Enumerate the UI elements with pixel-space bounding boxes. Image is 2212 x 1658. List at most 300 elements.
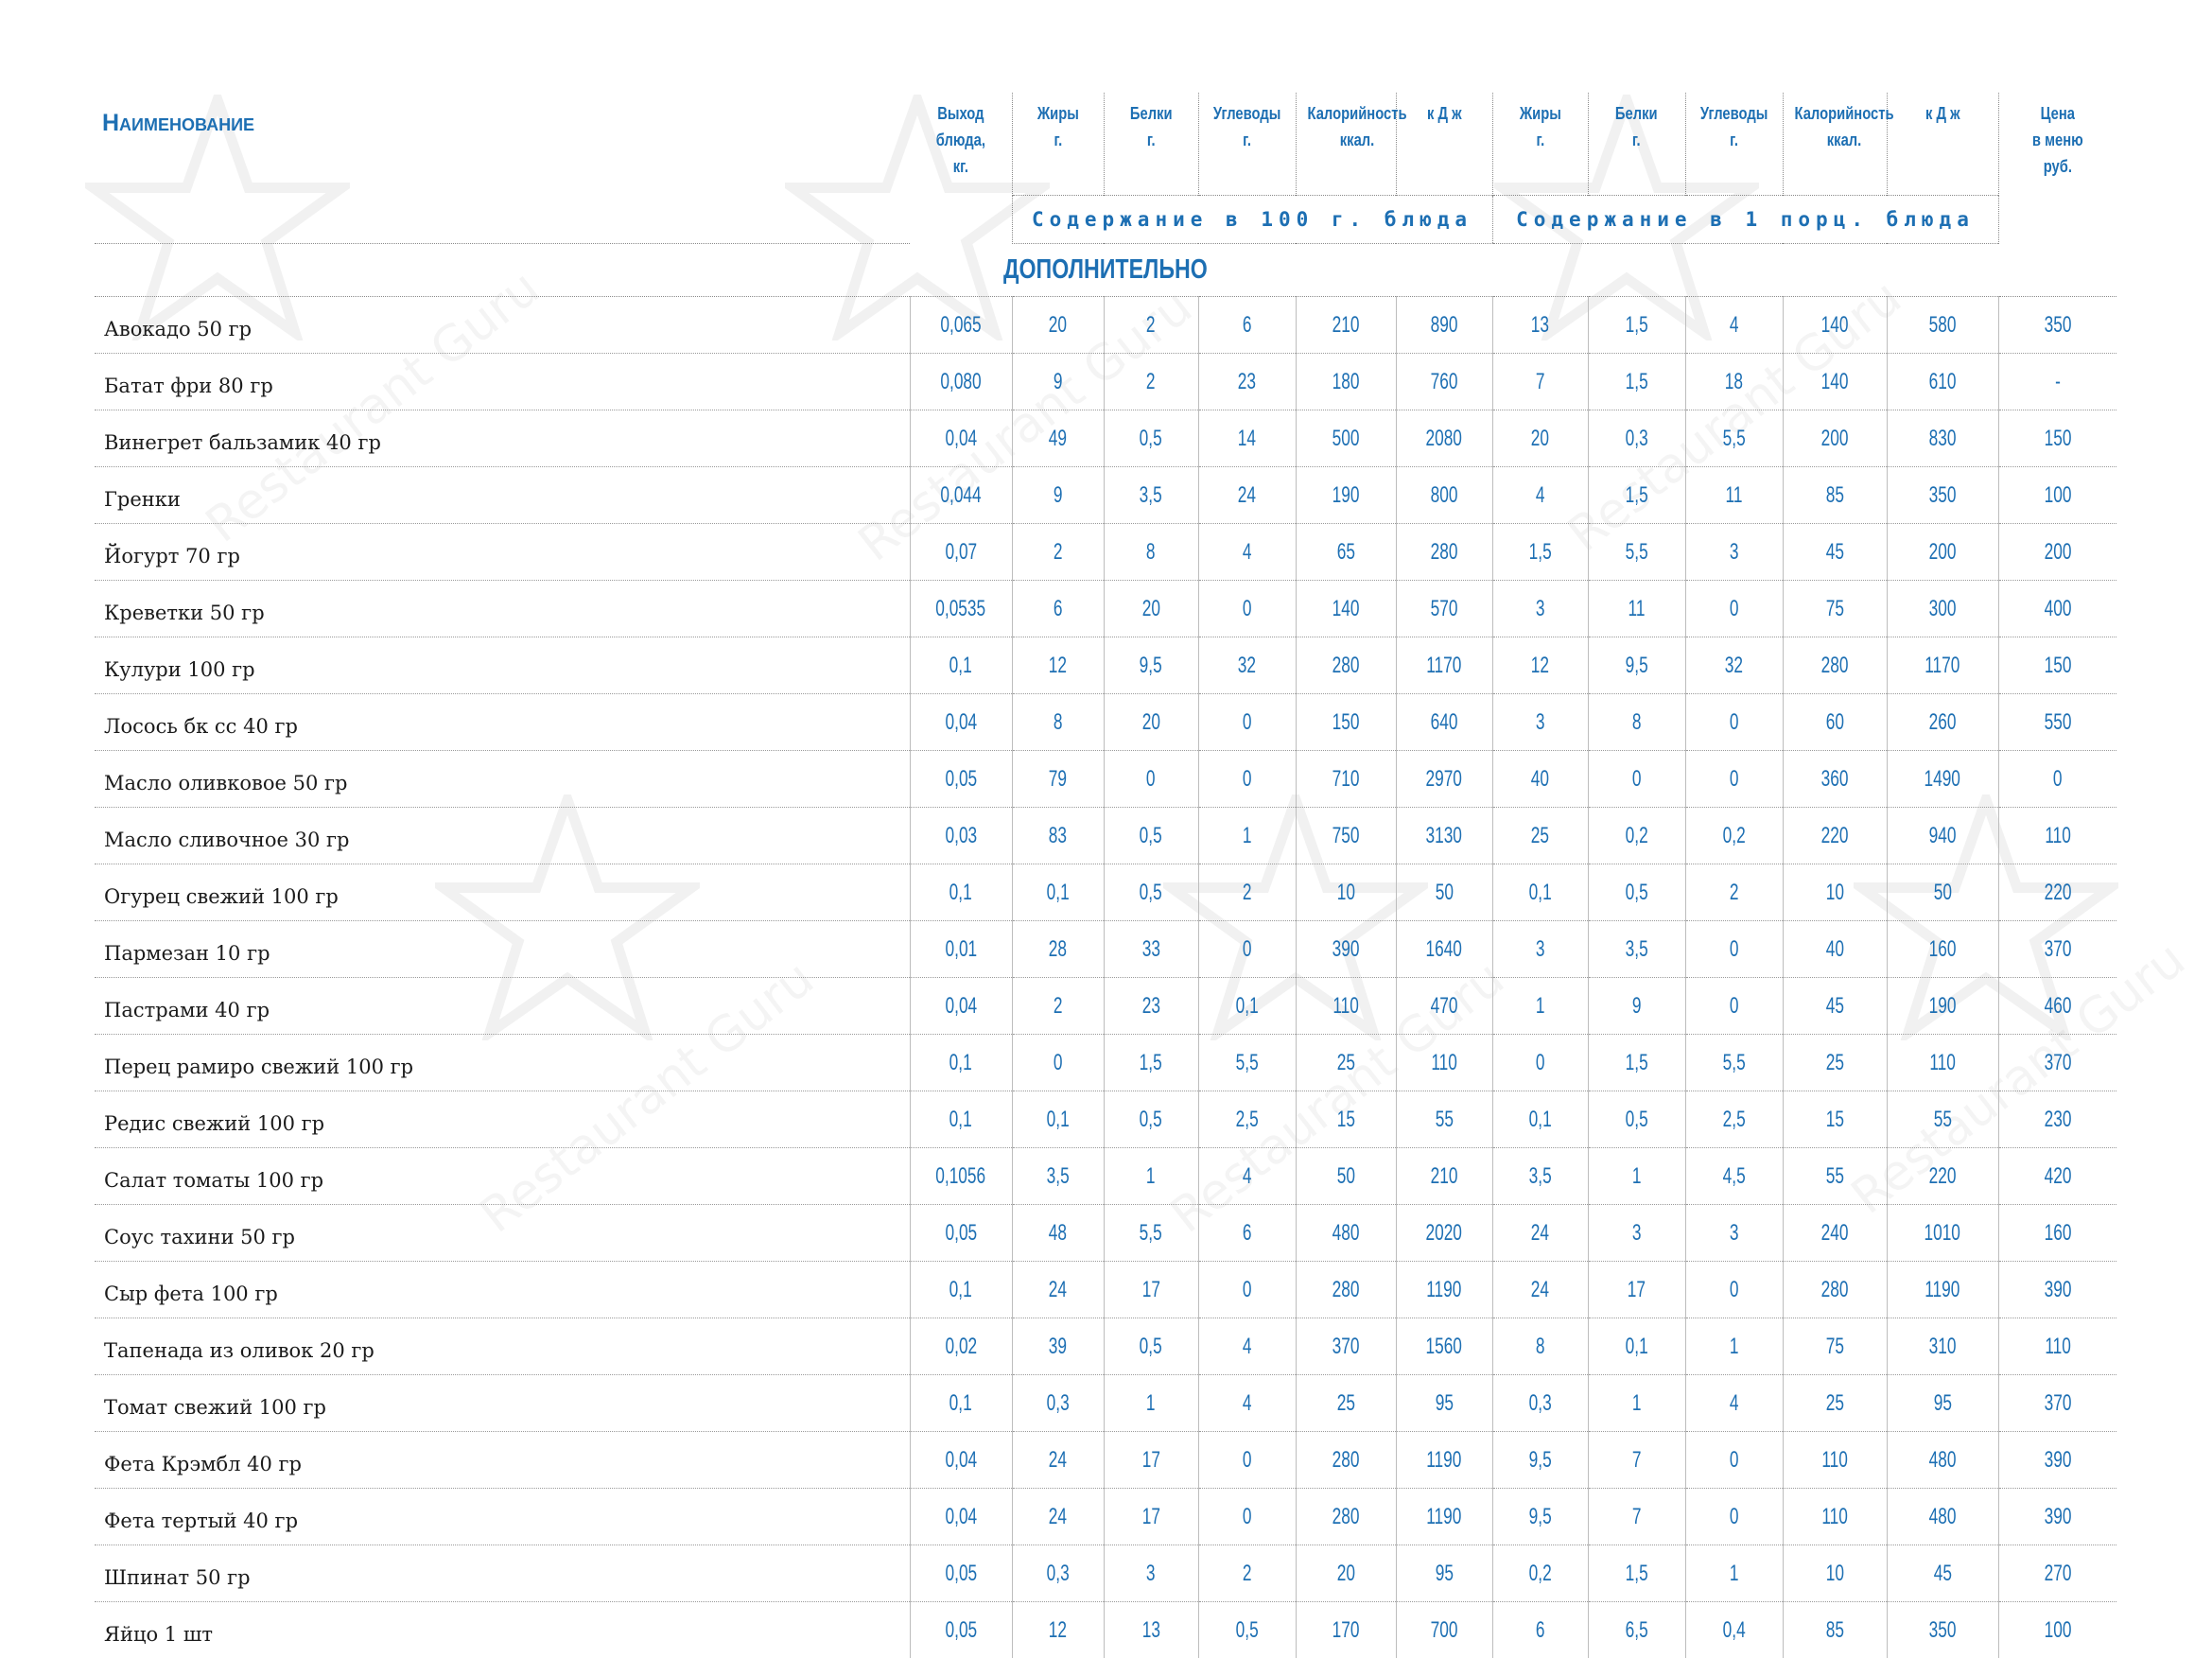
table-row <box>95 751 2116 808</box>
table-row <box>95 524 2116 581</box>
table-cell <box>1998 1262 2116 1318</box>
cell-value: 100 <box>2044 1617 2071 1644</box>
cell-value: 1640 <box>1426 936 1462 963</box>
cell-value: 15 <box>1825 1107 1843 1133</box>
table-cell <box>1012 864 1104 921</box>
table-cell <box>1296 581 1396 637</box>
table-cell <box>1296 467 1396 524</box>
table-cell <box>1685 1602 1783 1658</box>
cell-value: 0,1 <box>949 653 972 679</box>
cell-value: 25 <box>1336 1390 1354 1417</box>
table-cell <box>1492 808 1588 864</box>
cell-value: 1 <box>1146 1390 1156 1417</box>
cell-value: 0 <box>1243 936 1252 963</box>
table-cell <box>1685 978 1783 1035</box>
cell-value: 20 <box>1336 1561 1354 1587</box>
cell-value: 200 <box>1929 539 1957 566</box>
table-row <box>95 1602 2116 1658</box>
table-cell <box>1588 751 1685 808</box>
cell-value: 17 <box>1141 1504 1159 1530</box>
table-cell <box>1012 1205 1104 1262</box>
table-row <box>95 1262 2116 1318</box>
dish-name: Кулури 100 гр <box>95 637 910 694</box>
table-cell <box>1198 864 1296 921</box>
table-cell <box>1396 1602 1492 1658</box>
table-cell <box>1012 524 1104 581</box>
cell-value: 9,5 <box>1528 1447 1551 1474</box>
table-cell <box>1685 808 1783 864</box>
group-header-per-100g: Содержание в 100 г. блюда <box>1012 196 1492 244</box>
table-cell <box>1198 694 1296 751</box>
cell-value: 4 <box>1243 1334 1252 1360</box>
cell-value: 150 <box>2044 426 2071 452</box>
table-cell <box>1685 637 1783 694</box>
table-cell <box>1198 1035 1296 1091</box>
table-cell <box>1588 1205 1685 1262</box>
table-cell <box>1783 1432 1887 1489</box>
cell-value: 10 <box>1825 880 1843 906</box>
cell-value: 210 <box>1431 1163 1458 1190</box>
cell-value: 3 <box>1536 596 1545 622</box>
cell-value: 300 <box>1929 596 1957 622</box>
dish-name: Пармезан 10 гр <box>95 921 910 978</box>
table-cell <box>1296 637 1396 694</box>
cell-value: 0,065 <box>940 312 981 339</box>
table-cell <box>1104 921 1198 978</box>
table-cell <box>910 1545 1012 1602</box>
column-header-kj-100g: к Д ж <box>1396 93 1492 196</box>
cell-value: 0,1 <box>949 880 972 906</box>
table-cell <box>1685 751 1783 808</box>
nutrition-table-sheet <box>95 93 2116 1658</box>
cell-value: 3 <box>1730 1220 1739 1247</box>
table-cell <box>1198 467 1296 524</box>
cell-value: 3 <box>1536 709 1545 736</box>
cell-value: 0,1 <box>1046 880 1069 906</box>
cell-value: 550 <box>2044 709 2071 736</box>
cell-value: 0,044 <box>940 482 981 509</box>
table-cell <box>1198 524 1296 581</box>
table-cell <box>910 1432 1012 1489</box>
table-cell <box>1396 637 1492 694</box>
cell-value: 390 <box>2044 1277 2071 1303</box>
dish-name: Яйцо 1 шт <box>95 1602 910 1658</box>
table-cell <box>1588 808 1685 864</box>
dish-name: Масло оливковое 50 гр <box>95 751 910 808</box>
table-cell <box>1396 581 1492 637</box>
table-cell <box>1492 410 1588 467</box>
table-cell <box>1492 1205 1588 1262</box>
table-cell <box>1296 751 1396 808</box>
cell-value: 360 <box>1821 766 1849 793</box>
table-cell <box>1104 1432 1198 1489</box>
table-cell <box>1588 524 1685 581</box>
cell-value: 400 <box>2044 596 2071 622</box>
cell-value: 24 <box>1531 1220 1549 1247</box>
table-cell <box>1492 1318 1588 1375</box>
cell-value: 17 <box>1141 1447 1159 1474</box>
cell-value: 470 <box>1431 993 1458 1020</box>
cell-value: 2970 <box>1426 766 1462 793</box>
table-cell <box>1198 1148 1296 1205</box>
cell-value: 0,5 <box>1625 1107 1647 1133</box>
cell-value: 0 <box>1243 1504 1252 1530</box>
cell-value: 1190 <box>1925 1277 1959 1303</box>
table-cell <box>1783 1318 1887 1375</box>
cell-value: 0,1 <box>949 1390 972 1417</box>
cell-value: 85 <box>1825 482 1843 509</box>
table-cell <box>1012 751 1104 808</box>
column-header-carbs-100g: Углеводы г. <box>1198 93 1296 196</box>
table-cell <box>1492 1432 1588 1489</box>
table-cell <box>1104 1489 1198 1545</box>
cell-value: 1170 <box>1426 653 1461 679</box>
table-cell <box>1396 978 1492 1035</box>
cell-value: 11 <box>1629 596 1646 622</box>
table-cell <box>1588 1091 1685 1148</box>
table-row <box>95 410 2116 467</box>
cell-value: 25 <box>1336 1050 1354 1076</box>
cell-value: 220 <box>2044 880 2071 906</box>
table-cell <box>1012 354 1104 410</box>
cell-value: 0 <box>2053 766 2063 793</box>
section-title <box>95 244 2116 297</box>
table-cell <box>1198 1262 1296 1318</box>
cell-value: 4 <box>1243 1163 1252 1190</box>
cell-value: 1,5 <box>1625 369 1647 395</box>
cell-value: 0 <box>1243 1447 1252 1474</box>
cell-value: 33 <box>1141 936 1159 963</box>
table-cell <box>1887 1148 1998 1205</box>
table-cell <box>1783 1091 1887 1148</box>
table-row <box>95 1035 2116 1091</box>
table-cell <box>1104 1205 1198 1262</box>
cell-value: 1 <box>1632 1390 1642 1417</box>
table-cell <box>1396 1318 1492 1375</box>
table-cell <box>1887 808 1998 864</box>
table-cell <box>1296 921 1396 978</box>
dish-name: Масло сливочное 30 гр <box>95 808 910 864</box>
table-cell <box>910 1318 1012 1375</box>
table-row <box>95 467 2116 524</box>
table-cell <box>910 921 1012 978</box>
cell-value: 1 <box>1632 1163 1642 1190</box>
table-cell <box>910 1091 1012 1148</box>
cell-value: 0,5 <box>1235 1617 1258 1644</box>
cell-value: 220 <box>1821 823 1849 849</box>
table-cell <box>1998 1432 2116 1489</box>
cell-value: 110 <box>1332 993 1359 1020</box>
table-cell <box>1104 751 1198 808</box>
table-cell <box>1198 921 1296 978</box>
cell-value: 0,2 <box>1625 823 1647 849</box>
cell-value: 1 <box>1536 993 1545 1020</box>
table-cell <box>910 808 1012 864</box>
cell-value: 420 <box>2044 1163 2071 1190</box>
table-cell <box>1492 1602 1588 1658</box>
table-cell <box>1998 297 2116 354</box>
table-cell <box>1783 1602 1887 1658</box>
table-cell <box>1396 1205 1492 1262</box>
table-row <box>95 921 2116 978</box>
cell-value: 95 <box>1933 1390 1951 1417</box>
cell-value: 390 <box>2044 1504 2071 1530</box>
cell-value: 20 <box>1141 596 1159 622</box>
cell-value: 8 <box>1536 1334 1545 1360</box>
cell-value: 25 <box>1825 1390 1843 1417</box>
cell-value: 50 <box>1435 880 1453 906</box>
table-cell <box>1588 1318 1685 1375</box>
table-cell <box>1783 524 1887 581</box>
cell-value: 6 <box>1054 596 1063 622</box>
table-cell <box>1783 637 1887 694</box>
table-cell <box>1296 1432 1396 1489</box>
table-cell <box>1296 864 1396 921</box>
cell-value: 9,5 <box>1140 653 1162 679</box>
cell-value: 13 <box>1141 1617 1159 1644</box>
cell-value: 24 <box>1238 482 1256 509</box>
table-cell <box>1887 524 1998 581</box>
dish-name: Креветки 50 гр <box>95 581 910 637</box>
table-cell <box>1296 808 1396 864</box>
cell-value: 0,05 <box>945 1617 977 1644</box>
column-header-kcal-portion: Калорийность ккал. <box>1783 93 1887 196</box>
cell-value: 1,5 <box>1625 1050 1647 1076</box>
cell-value: 1,5 <box>1140 1050 1162 1076</box>
table-cell <box>1492 467 1588 524</box>
section-header-row <box>95 244 2116 297</box>
table-cell <box>1492 1489 1588 1545</box>
table-cell <box>1296 1318 1396 1375</box>
cell-value: 280 <box>1332 1277 1360 1303</box>
table-row <box>95 864 2116 921</box>
table-cell <box>1396 751 1492 808</box>
table-cell <box>910 1148 1012 1205</box>
cell-value: 32 <box>1238 653 1256 679</box>
cell-value: 5,5 <box>1140 1220 1162 1247</box>
cell-value: 2020 <box>1426 1220 1462 1247</box>
cell-value: 50 <box>1933 880 1951 906</box>
cell-value: 0,5 <box>1140 880 1162 906</box>
table-cell <box>1783 467 1887 524</box>
table-cell <box>1998 808 2116 864</box>
cell-value: 0 <box>1730 1447 1739 1474</box>
table-cell <box>1396 524 1492 581</box>
cell-value: 100 <box>2044 482 2071 509</box>
table-cell <box>1012 808 1104 864</box>
table-cell <box>1492 1545 1588 1602</box>
cell-value: 140 <box>1332 596 1360 622</box>
table-cell <box>1685 1205 1783 1262</box>
cell-value: 10 <box>1825 1561 1843 1587</box>
cell-value: 0 <box>1054 1050 1063 1076</box>
table-cell <box>1012 1489 1104 1545</box>
table-cell <box>910 297 1012 354</box>
cell-value: 0,04 <box>945 426 977 452</box>
table-cell <box>1588 1432 1685 1489</box>
table-cell <box>1296 1489 1396 1545</box>
cell-value: 110 <box>1929 1050 1956 1076</box>
column-header-kcal-100g: Калорийность ккал. <box>1296 93 1396 196</box>
table-cell <box>1104 864 1198 921</box>
column-header-kj-portion: к Д ж <box>1887 93 1998 196</box>
cell-value: 140 <box>1821 369 1849 395</box>
cell-value: 0,1 <box>949 1277 972 1303</box>
cell-value: 23 <box>1141 993 1159 1020</box>
table-row <box>95 637 2116 694</box>
table-cell <box>1104 637 1198 694</box>
table-cell <box>1685 1148 1783 1205</box>
cell-value: 0 <box>1730 766 1739 793</box>
table-cell <box>1396 467 1492 524</box>
table-cell <box>1198 1091 1296 1148</box>
cell-value: 0,5 <box>1625 880 1647 906</box>
table-cell <box>1887 1545 1998 1602</box>
cell-value: 32 <box>1725 653 1743 679</box>
cell-value: 0,5 <box>1140 426 1162 452</box>
table-cell <box>1104 1375 1198 1432</box>
table-cell <box>1296 694 1396 751</box>
table-cell <box>1012 1262 1104 1318</box>
table-cell <box>1998 1148 2116 1205</box>
table-cell <box>910 524 1012 581</box>
cell-value: 6 <box>1243 312 1252 339</box>
dish-name: Лосось бк сс 40 гр <box>95 694 910 751</box>
table-cell <box>1396 1091 1492 1148</box>
cell-value: 0,3 <box>1046 1390 1069 1417</box>
cell-value: 3 <box>1536 936 1545 963</box>
table-cell <box>1296 978 1396 1035</box>
table-cell <box>1104 467 1198 524</box>
cell-value: 17 <box>1628 1277 1646 1303</box>
cell-value: 940 <box>1929 823 1957 849</box>
cell-value: 0,07 <box>945 539 977 566</box>
cell-value: 0,1 <box>1528 880 1551 906</box>
table-cell <box>1887 1262 1998 1318</box>
cell-value: 0,1 <box>949 1050 972 1076</box>
cell-value: 280 <box>1821 653 1849 679</box>
table-cell <box>1783 1489 1887 1545</box>
table-cell <box>1296 1035 1396 1091</box>
cell-value: 0 <box>1146 766 1156 793</box>
table-cell <box>1396 297 1492 354</box>
cell-value: 1,5 <box>1625 312 1647 339</box>
table-cell <box>1685 1035 1783 1091</box>
table-cell <box>1685 1545 1783 1602</box>
cell-value: 8 <box>1632 709 1642 736</box>
cell-value: 75 <box>1825 596 1843 622</box>
table-cell <box>1296 1545 1396 1602</box>
table-cell <box>1396 864 1492 921</box>
table-cell <box>1783 581 1887 637</box>
cell-value: 280 <box>1821 1277 1849 1303</box>
cell-value: 0,05 <box>945 766 977 793</box>
table-row <box>95 1432 2116 1489</box>
cell-value: 45 <box>1825 993 1843 1020</box>
table-cell <box>910 694 1012 751</box>
cell-value: 890 <box>1431 312 1458 339</box>
cell-value: 0,1 <box>949 1107 972 1133</box>
cell-value: 95 <box>1435 1390 1453 1417</box>
table-cell <box>1887 637 1998 694</box>
dish-name: Авокадо 50 гр <box>95 297 910 354</box>
table-cell <box>1998 467 2116 524</box>
cell-value: 1190 <box>1426 1447 1461 1474</box>
cell-value: 150 <box>2044 653 2071 679</box>
table-cell <box>1198 354 1296 410</box>
table-cell <box>1588 354 1685 410</box>
table-cell <box>1588 921 1685 978</box>
table-cell <box>1783 1262 1887 1318</box>
cell-value: 0,0535 <box>936 596 986 622</box>
table-cell <box>1396 1545 1492 1602</box>
cell-value: 60 <box>1825 709 1843 736</box>
table-cell <box>1104 524 1198 581</box>
cell-value: 0 <box>1243 1277 1252 1303</box>
nutrition-table <box>95 93 2116 1658</box>
cell-value: 110 <box>1821 1504 1848 1530</box>
cell-value: 39 <box>1049 1334 1067 1360</box>
table-cell <box>1998 410 2116 467</box>
table-cell <box>1887 410 1998 467</box>
table-cell <box>910 1602 1012 1658</box>
cell-value: 0,3 <box>1046 1561 1069 1587</box>
column-header-protein-portion: Белки г. <box>1588 93 1685 196</box>
table-cell <box>1998 978 2116 1035</box>
table-cell <box>1012 581 1104 637</box>
cell-value: 9 <box>1632 993 1642 1020</box>
table-cell <box>1104 1602 1198 1658</box>
cell-value: 2,5 <box>1722 1107 1745 1133</box>
table-cell <box>1887 297 1998 354</box>
table-cell <box>1396 1375 1492 1432</box>
table-cell <box>910 581 1012 637</box>
table-row <box>95 581 2116 637</box>
cell-value: 830 <box>1929 426 1957 452</box>
table-cell <box>1998 1602 2116 1658</box>
table-cell <box>1296 1205 1396 1262</box>
cell-value: 480 <box>1332 1220 1360 1247</box>
dish-name: Батат фри 80 гр <box>95 354 910 410</box>
cell-value: 3 <box>1632 1220 1642 1247</box>
table-cell <box>1492 1262 1588 1318</box>
cell-value: 370 <box>2044 1050 2071 1076</box>
table-cell <box>910 637 1012 694</box>
cell-value: 13 <box>1531 312 1549 339</box>
table-cell <box>1492 637 1588 694</box>
table-cell <box>1685 921 1783 978</box>
cell-value: 24 <box>1049 1504 1067 1530</box>
cell-value: 0,01 <box>945 936 977 963</box>
cell-value: 25 <box>1825 1050 1843 1076</box>
cell-value: 2080 <box>1426 426 1462 452</box>
table-cell <box>1492 1375 1588 1432</box>
cell-value: 8 <box>1054 709 1063 736</box>
cell-value: 4 <box>1243 1390 1252 1417</box>
cell-value: 0 <box>1730 1277 1739 1303</box>
cell-value: 0,03 <box>945 823 977 849</box>
cell-value: 95 <box>1435 1561 1453 1587</box>
table-cell <box>1104 1148 1198 1205</box>
table-cell <box>910 354 1012 410</box>
cell-value: 12 <box>1531 653 1549 679</box>
cell-value: 160 <box>1929 936 1957 963</box>
cell-value: - <box>2055 369 2061 395</box>
table-cell <box>1887 1091 1998 1148</box>
cell-value: 40 <box>1531 766 1549 793</box>
cell-value: 55 <box>1933 1107 1951 1133</box>
table-cell <box>1685 581 1783 637</box>
